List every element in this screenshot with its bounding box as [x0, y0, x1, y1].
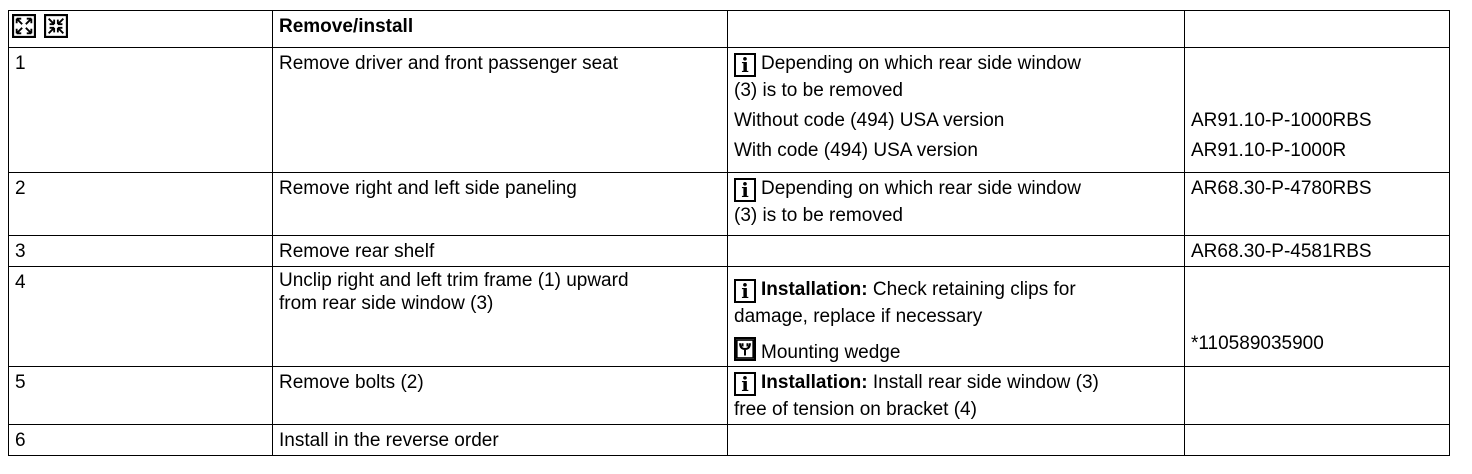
step-number: 3 — [9, 236, 273, 267]
step-refs — [1185, 267, 1450, 367]
collapse-all-icon[interactable] — [44, 14, 68, 38]
header-title: Remove/install — [273, 11, 728, 48]
step-refs — [1185, 48, 1450, 173]
table-row — [9, 425, 1450, 456]
tool-number-link[interactable]: *110589035900 — [1191, 333, 1324, 354]
procedure-table — [8, 10, 1450, 456]
note-text-cont: (3) is to be removed — [734, 80, 903, 101]
step-action: Remove rear shelf — [273, 236, 728, 267]
table-row — [9, 267, 1450, 367]
info-icon: i — [734, 279, 756, 303]
step-number: 2 — [9, 173, 273, 236]
step-notes — [728, 425, 1185, 456]
table-row — [9, 48, 1450, 173]
step-notes — [728, 173, 1185, 236]
table-header-row — [9, 11, 1450, 48]
step-notes — [728, 367, 1185, 425]
step-notes — [728, 48, 1185, 173]
info-icon: i — [734, 372, 756, 396]
variant-with-code: With code (494) USA version — [734, 140, 978, 161]
note-text: Depending on which rear side window — [761, 178, 1082, 199]
note-text-cont: (3) is to be removed — [734, 205, 903, 226]
ref-link[interactable]: AR91.10-P-1000RBS — [1191, 110, 1372, 131]
step-notes — [728, 267, 1185, 367]
note-text-cont: damage, replace if necessary — [734, 306, 983, 327]
header-icons-cell — [9, 11, 273, 48]
info-icon: i — [734, 53, 756, 77]
note-text: Check retaining clips for — [867, 279, 1076, 300]
step-action — [273, 267, 728, 367]
step-action: Remove driver and front passenger seat — [273, 48, 728, 173]
table-row — [9, 173, 1450, 236]
header-empty-notes — [728, 11, 1185, 48]
info-icon: i — [734, 178, 756, 202]
tool-name: Mounting wedge — [761, 342, 901, 363]
step-action: Install in the reverse order — [273, 425, 728, 456]
installation-label: Installation: — [761, 372, 868, 393]
step-refs — [1185, 367, 1450, 425]
expand-all-icon[interactable] — [12, 14, 36, 38]
ref-link[interactable]: AR68.30-P-4780RBS — [1185, 173, 1450, 236]
table-row — [9, 236, 1450, 267]
step-number: 5 — [9, 367, 273, 425]
special-tool-icon — [734, 337, 756, 361]
step-action-line: from rear side window (3) — [279, 293, 494, 314]
step-notes — [728, 236, 1185, 267]
step-number: 6 — [9, 425, 273, 456]
installation-label: Installation: — [761, 279, 868, 300]
table-row — [9, 367, 1450, 425]
ref-link[interactable]: AR91.10-P-1000R — [1191, 140, 1347, 161]
step-action: Remove bolts (2) — [273, 367, 728, 425]
note-text: Install rear side window (3) — [867, 372, 1099, 393]
step-number: 4 — [9, 267, 273, 367]
note-text: Depending on which rear side window — [761, 53, 1082, 74]
step-refs — [1185, 425, 1450, 456]
step-action-line: Unclip right and left trim frame (1) upward — [279, 270, 629, 291]
step-number: 1 — [9, 48, 273, 173]
step-action: Remove right and left side paneling — [273, 173, 728, 236]
note-text-cont: free of tension on bracket (4) — [734, 399, 977, 420]
variant-without-code: Without code (494) USA version — [734, 110, 1005, 131]
header-empty-refs — [1185, 11, 1450, 48]
ref-link[interactable]: AR68.30-P-4581RBS — [1185, 236, 1450, 267]
